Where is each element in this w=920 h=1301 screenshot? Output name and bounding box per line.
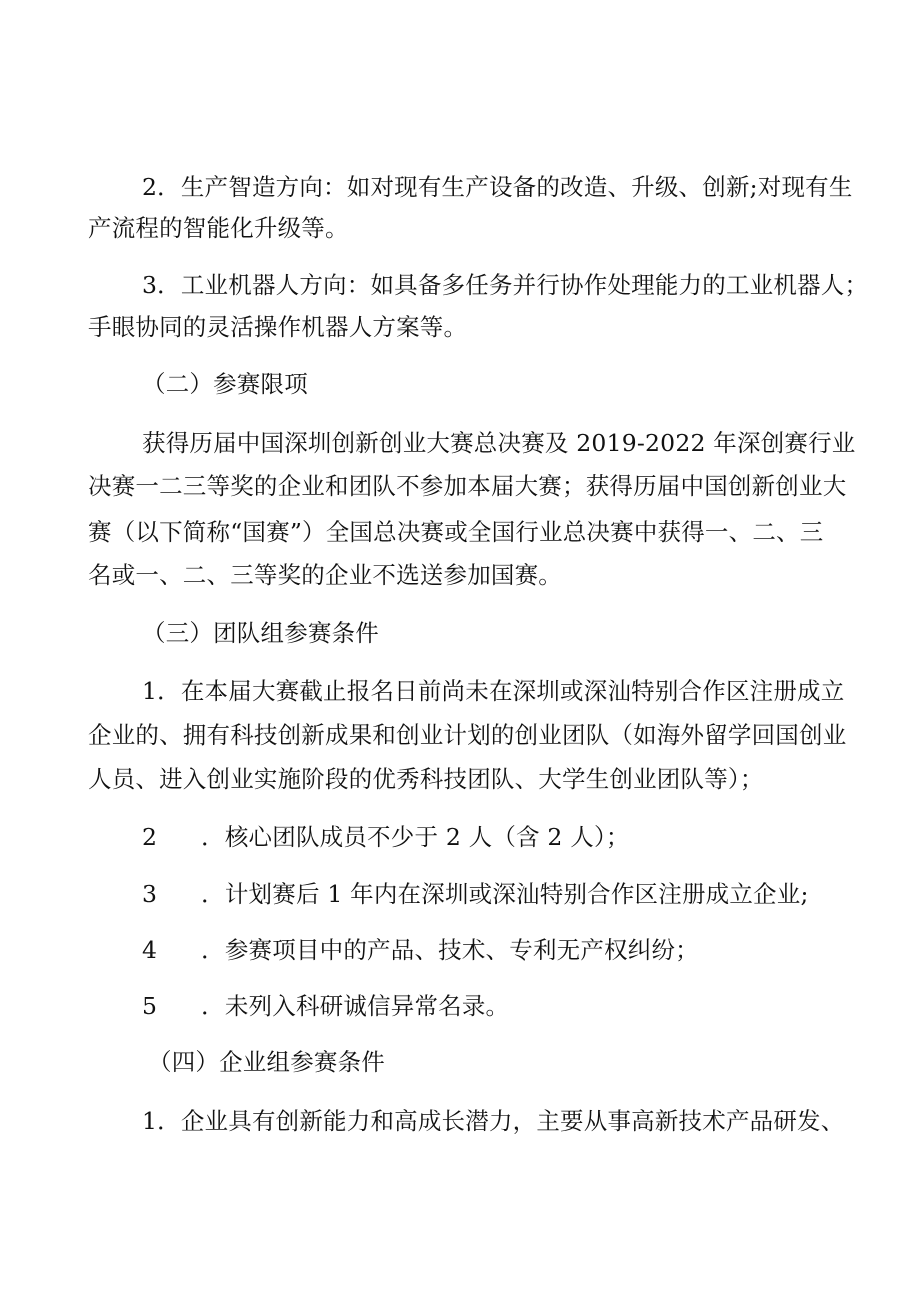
list-item-number: 2 [142,823,158,851]
list-item-text: ．未列入科研诚信异常名录。 [201,992,510,1020]
list-item-number: 3 [142,880,158,908]
paragraph-team-line2: 企业的、拥有科技创新成果和创业计划的创业团队（如海外留学回国创业 [88,721,847,749]
paragraph-team-line1: 1．在本届大赛截止报名日前尚未在深圳或深汕特别合作区注册成立 [142,677,845,705]
paragraph-production-line2: 产流程的智能化升级等。 [88,214,349,242]
list-item-text: ．参赛项目中的产品、技术、专利无产权纠纷； [201,936,699,964]
list-item-ip-disputes [142,935,699,965]
paragraph-enterprise-line1: 1．企业具有创新能力和高成长潜力，主要从事高新技术产品研发、 [142,1107,845,1135]
paragraph-production-line1: 2．生产智造方向：如对现有生产设备的改造、升级、创新;对现有生 [142,173,853,201]
heading-competition-limits: （二）参赛限项 [142,370,308,398]
list-item-text: ．核心团队成员不少于 2 人（含 2 人）； [201,823,630,851]
list-item-register-company [142,879,809,909]
heading-team-conditions: （三）团队组参赛条件 [142,619,379,647]
list-item-integrity [142,991,509,1021]
paragraph-limits-line4: 名或一、二、三等奖的企业不选送参加国赛。 [88,561,562,589]
list-item-number: 5 [142,992,158,1020]
paragraph-limits-line3: 赛（以下简称“国赛”）全国总决赛或全国行业总决赛中获得一、二、三 [88,518,824,546]
list-item-team-members [142,822,630,852]
paragraph-robot-line1: 3．工业机器人方向：如具备多任务并行协作处理能力的工业机器人； [142,271,869,299]
list-item-number: 4 [142,936,158,964]
list-item-text: ．计划赛后 1 年内在深圳或深汕特别合作区注册成立企业; [201,880,809,908]
heading-enterprise-conditions: （四）企业组参赛条件 [148,1048,385,1076]
paragraph-robot-line2: 手眼协同的灵活操作机器人方案等。 [88,313,468,341]
paragraph-limits-line1: 获得历届中国深圳创新创业大赛总决赛及 2019-2022 年深创赛行业 [142,429,856,457]
paragraph-team-line3: 人员、进入创业实施阶段的优秀科技团队、大学生创业团队等）； [88,765,764,793]
paragraph-limits-line2: 决赛一二三等奖的企业和团队不参加本届大赛；获得历届中国创新创业大 [88,472,847,500]
